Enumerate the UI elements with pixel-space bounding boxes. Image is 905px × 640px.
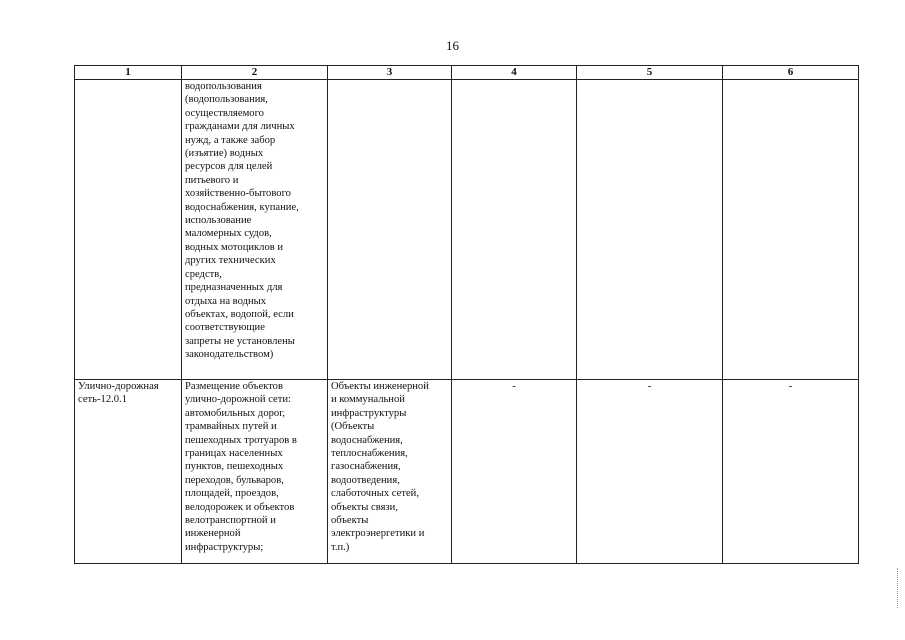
table-cell bbox=[75, 80, 182, 380]
column-header-5: 5 bbox=[577, 66, 723, 80]
table-cell bbox=[182, 80, 328, 380]
column-header-2: 2 bbox=[182, 66, 328, 80]
zoning-table bbox=[74, 65, 859, 564]
column-header-6: 6 bbox=[723, 66, 859, 80]
table-header-row bbox=[75, 66, 859, 80]
column-header-3: 3 bbox=[328, 66, 452, 80]
column-header-1: 1 bbox=[75, 66, 182, 80]
table-cell bbox=[75, 380, 182, 564]
page-number: 16 bbox=[446, 38, 459, 53]
cell-text: Объекты инженерной и коммунальной инфраструктуры (Объекты водоснабжения, теплоснабжения, газоснабжения, водоотведения, слаботочных сетей, объекты связи, объекты электроэнергетики и т.п.) bbox=[331, 381, 429, 553]
cell-text: - bbox=[647, 381, 652, 392]
table-cell bbox=[328, 80, 452, 380]
cell-text: Улично-дорожная сеть-12.0.1 bbox=[78, 381, 159, 406]
table-cell bbox=[577, 380, 723, 564]
cell-text: - bbox=[788, 381, 793, 392]
table-cell bbox=[328, 380, 452, 564]
table-row bbox=[75, 80, 859, 380]
table-cell bbox=[577, 80, 723, 380]
table-cell bbox=[723, 80, 859, 380]
table-row bbox=[75, 380, 859, 564]
table-cell bbox=[723, 380, 859, 564]
table-cell bbox=[452, 380, 577, 564]
column-header-4: 4 bbox=[452, 66, 577, 80]
table-cell bbox=[182, 380, 328, 564]
cell-text: - bbox=[512, 381, 516, 392]
cell-text: водопользования (водопользования, осуществляемого гражданами для личных нужд, а также забор (изъятие) водных ресурсов для целей питьевого и хозяйственно-бытового водоснабжения, купание, использование маломерных судов, водных мотоциклов и других технических средств, предназначенных для отдыха на водных объектах, водопой, если соответствующие запреты не установлены законодательством) bbox=[185, 81, 299, 361]
cell-text: Размещение объектов улично-дорожной сети: автомобильных дорог, трамвайных путей и пешеходных тротуаров в границах населенных пунктов, пешеходных переходов, бульваров, площадей, проездов, велодорожек и объектов велотранспортной и инженерной инфраструктуры; bbox=[185, 381, 297, 553]
table-cell bbox=[452, 80, 577, 380]
scan-artifact bbox=[897, 568, 900, 608]
